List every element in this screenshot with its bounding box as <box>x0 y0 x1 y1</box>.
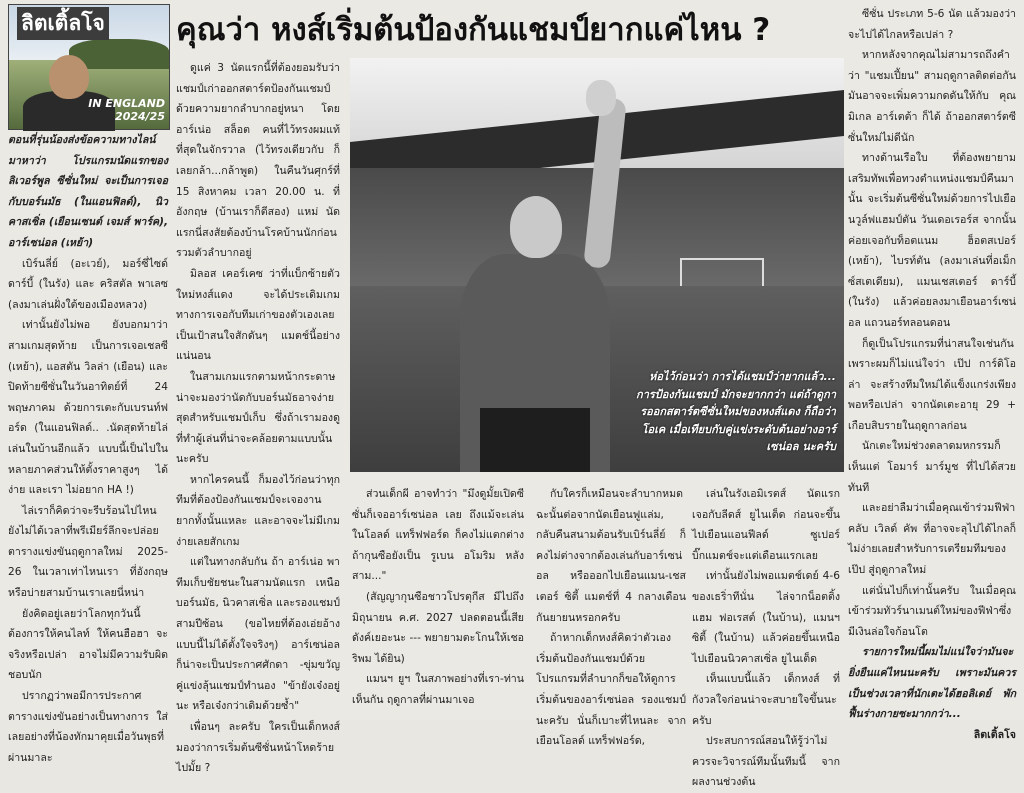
photo-caption: ห่อไว้ก่อนว่า การได้แชมป์ว่ายากแล้ว... การป้องกันแชมป์ มักจะยากกว่า แต่ถ้าดูการออกสตาร์ตซีซั่นใหม่ของหงส์แดง ก็ถือว่าโอเค เมื่อเทียบกับคู่แข่งระดับต้นอย่างอาร์เซน่อล นะครับ <box>636 370 836 454</box>
column-3 <box>352 484 524 711</box>
paragraph: และอย่าลืมว่าเมื่อคุณเข้าร่วมฟีฟ่า คลับ เวิลด์ คัพ ที่อาจจะลุไปได้ไกลก็ไม่ง่ายเลยสำหรับการเตรียมทีมของเป๊ป สู่ฤดูกาลใหม่ <box>848 502 1016 577</box>
paragraph: มิลอส เคอร์เคซ ว่าที่แบ็กซ้ายตัวใหม่หงส์แดง จะได้ประเดิมเกมทางการเจอกับทีมเก่าของตัวเองเลย เป็นเป้าสนใจสักดันๆ แมตช์นี้อย่างแน่นอน <box>176 267 340 363</box>
paragraph: ยังคิดอยู่เลยว่าโลกทุกวันนี้ต้องการให้คนไลท์ ให้คนฮือฮา จะจริงหรือเปล่า อาจไม่มีความรับผิดชอบนัก <box>8 607 168 682</box>
paragraph: เพื่อนๆ ละครับ ใครเป็นเด็กหงส์มองว่าการเริ่มต้นซีซั่นหน้าโหดร้ายไปมั้ย ? <box>176 721 340 775</box>
goal-frame <box>680 258 764 286</box>
paragraph: เล่นในรังเอมิเรตส์ นัดแรก เจอกับลีดส์ ยูไนเต็ด ก่อนจะขึ้นไปเยือนแอนฟีลด์ ซูเปอร์บิ๊กแมตช์จะแต่เดือนแรกเลย <box>692 488 840 562</box>
paragraph: ในสามเกมแรกตามหน้ากระดาษน่าจะมองว่านัดกับบอร์นมัธอาจง่ายสุดสำหรับแชมป์เก็บ ซึ่งถ้าเรามองดูที่ทำผู้เล่นที่น่าจะคล้อยตามแบบนั้นนะครับ <box>176 370 340 466</box>
paragraph: ซีซั่น ประเภท 5-6 นัด แล้วมองว่าจะไปได้ไกลหรือเปล่า ? <box>848 8 1016 41</box>
paragraph: ทางด้านเรือใบ ที่ต้องพยายามเสริมทัพเพื่อทวงตำแหน่งแชมป์คืนมานั้น จะเริ่มต้นซีซั่นใหม่ด้วยการไปเยือนวูล์ฟแฮมป์ตัน วันเดอเรอร์ส จากนั้นค่อยเจอกับท็อตแนม ฮ็อตสเปอร์ (เหย้า), ไบรท์ตัน (ลงมาเล่นที่อเม็กซ์สเตเดียม), แมนเชสเตอร์ ดาร์บี้ (ในรัง) แล้วค่อยลงมาเยือนอาร์เซน่อล แถวนอร์ทลอนดอน <box>848 152 1016 329</box>
column-5 <box>692 484 840 793</box>
paragraph: เห็นแบบนี้แล้ว เด็กหงส์ ที่กังวลใจก่อนน่าจะสบายใจขึ้นนะครับ <box>692 673 840 727</box>
paragraph: ก็ดูเป็นโปรแกรมที่น่าสนใจเช่นกัน เพราะผมก็ไม่แน่ใจว่า เป๊ป การ์ดิโอล่า จะสร้างทีมใหม่ได้แข็งแกร่งเพียงพอหรือเปล่า จากนัดเตะอายุ 29 + เกือบสิบรายในฤดูกาลก่อน <box>848 337 1016 432</box>
paragraph: แต่ในทางกลับกัน ถ้า อาร์เน่อ พาทีมเก็บชัยชนะในสามนัดแรก เหนือบอร์นมัธ, นิวคาสเซิ่ล และรองแชมป์สามปีซ้อน (ขอไหยที่ต้องเอ่ยอ้างแบบนี้ไม่ได้ตั้งใจจริงๆ) อาร์เซน่อล ก็น่าจะเป็นประกาศศักดา -ขุ่มขวัญ คู่แข่งลุ้นแชมป์ทำนอง "ข้ายังเจ๋งอยู่นะ หรือเจ๋งกว่าเดิมด้วยซ้ำ" <box>176 556 340 713</box>
headline: คุณว่า หงส์เริ่มต้นป้องกันแชมป์ยากแค่ไหน ? <box>176 12 771 48</box>
paragraph: หากหลังจากคุณไม่สามารถถึงคำว่า "แชมเปี้ยน" สามฤดูกาลติดต่อกันมันอาจจะเพิ่มความกดดันให้กับ คุณมิเกล อาร์เตต้า ก็ได้ ถ้าออกสตาร์ตซีซั่นใหม่ไม่ดีนัก <box>848 49 1016 144</box>
column-1 <box>8 130 168 768</box>
paragraph: หากไครคนนี้ ก็มองไว้ก่อนว่าทุกทีมที่ต้องป้องกันแชมป์จะเจองานยากทั้งนั้นแหละ และอาจจะไม่มีเกมง่ายเลยสักเกม <box>176 473 340 548</box>
article-photo <box>350 58 844 472</box>
closing-paragraph: รายการใหม่นี้ผมไม่แน่ใจว่ามันจะยิ่งยืนแค่ไหนนะครับ เพราะมันควรเป็นช่วงเวลาที่นักเตะได้ฮอลิเดย์ พักฟื้นร่างกายซะมากกว่า... <box>848 646 1016 721</box>
paragraph: ส่วนเด็กผี อาจทำว่า "มึงดูมั้ยเปิดซีซั่นก็เจออาร์เซน่อล เลย ถึงแม้จะเล่นในโอลด์ แทร็ฟฟอร์ด ก็คงไม่แตกต่าง ถ้ากุนซือยังเป็น รูเบน อโมริม หลังสาม..." <box>352 488 524 583</box>
column-4 <box>536 484 686 752</box>
columnist-badge <box>8 4 170 130</box>
column-subtitle: IN ENGLAND 2024/25 <box>88 97 165 123</box>
paragraph: ดูแค่ 3 นัดแรกนี้ที่ต้องยอมรับว่าแชมป์เก่าออกสตาร์ตป้องกันแชมป์ด้วยความยากลำบากอยู่หนา โดย อาร์เน่อ สล็อต คนที่ไว้ทรงผมแท้ที่สุดในจักรวาล (ไว้ทรงเดียวกับ ก็เลยกล้า...กล้าพูด) ในคืนวันศุกร์ที่ 15 สิงหาคม เวลา 20.00 น. ที่อังกฤษ (บ้านเราก็ตีสอง) แหม่ นัดแรกนี่สงสัยต้องบ้านโรคบ้านนักก่อนรวมตัวลำบากอยู่ <box>176 62 340 260</box>
paragraph: เท่านั้นยังไม่พอแมตช์เดย์ 4-6 ของเธริ่าทีนั่น ไล่จากน็อตติ้งแฮม ฟอเรสต์ (ในบ้าน), แมนฯ ซิตี้ (ในบ้าน) แล้วค่อยขึ้นเหนือไปเยือนนิวคาสเซิ่ล ยูไนเต็ด <box>692 570 840 665</box>
paragraph: แมนฯ ยูฯ ในสภาพอย่างที่เรา-ท่าน เห็นกัน ฤดูกาลที่ผ่านมาเจอ <box>352 673 524 706</box>
raised-hand <box>586 80 616 116</box>
lead-paragraph: ตอนที่รุ่นน้องส่งข้อความทางไลน์มาหาว่า โปรแกรมนัดแรกของลิเวอร์พูล ซีซั่นใหม่ จะเป็นการเจอกับบอร์นมัธ (ในแอนฟิลด์), นิวคาสเซิ่ล (เยือนเซนต์ เจมส์ พาร์ค), อาร์เซน่อล (เหย้า) <box>8 134 168 249</box>
column-6 <box>848 4 1016 745</box>
author-signature: ลิตเติ้ลโจ <box>973 728 1016 741</box>
paragraph: ปรากฏว่าพอมีการประกาศตารางแข่งขันอย่างเป็นทางการ ใส่เลยอย่างที่น้องทักมาคุยเมื่อวันพุธที่ผ่านมาละ <box>8 690 168 764</box>
paragraph: ถ้าหากเด็กหงส์คิดว่าตัวเองเริ่มต้นป้องกันแชมป์ด้วยโปรแกรมที่ลำบากก็ขอให้ดูการเริ่มต้นของอาร์เซน่อล รองแชมป์นะครับ นั่นก็เบาะที่ไหนละ จากเยือนโอลด์ แทร็ฟฟอร์ด, <box>536 632 686 748</box>
paragraph: เท่านั้นยังไม่พอ ยังบอกมาว่า สามเกมสุดท้าย เป็นการเจอเชลซี (เหย้า), แอสตัน วิลล่า (เยือน) และปิดท้ายซีซั่นในวันอาทิตย์ที่ 24 พฤษภาคม ด้วยการเตะกับเบรนท์ฟอร์ด (ในแอนฟิลด์.. .นัดสุดท้ายไล่เล่นในบ้านอีกแล้ว แบบนี้เป็นไปในหลายภาคส่วนให้ตั้งราคาสูงๆ ได้ง่าย และเรา ไม่อยาก HA !) <box>8 319 168 497</box>
paragraph: แต่นั่นไปก็เท่านั้นครับ ในเมื่อคุณเข้าร่วมทัวร์นาเมนต์ใหม่ของฟีฟ่าซึ่งมีเงินล่อใจก้อนโต <box>848 584 1016 638</box>
paragraph: (สัญญากุนซือชาวโปรตุกีส มีไปถึงมิถุนายน ค.ศ. 2027 ปลดตอนนี้เสียดังค์เยอะนะ --- พยายามตะโกนให้เชอริพม ได้ยิน) <box>352 590 524 665</box>
column-logo: ลิตเติ้ลโจ <box>17 7 109 40</box>
columnist-portrait <box>49 55 89 99</box>
column-2 <box>176 58 340 779</box>
paragraph: กับใครก็เหมือนจะลำบากหมด ฉะนั้นต่อจากนัดเยือนฟูแล่ม, กลับคืนสนามต้อนรับเบิร์นลี่ย์ ก็คงไม่ต่างจากต้องเล่นกับอาร์เซน่อล หรือออกไปเยือนแมน-เชสเตอร์ ซิตี้ แมตช์ที่ 4 กลางเดือนกันยายนหรอกครับ <box>536 488 686 624</box>
paragraph: นักเตะใหม่ช่วงตลาดมหกรรมก็เห็นแต่ โอมาร์ มาร์มูช ที่ไปได้สวยทันที <box>848 440 1016 494</box>
paragraph: ไล่เราก็คิดว่าจะรีบร้อนไปไหน ยังไม่ได้เวลาที่พรีเมียร์ลีกจะปล่อยตารางแข่งขันฤดูกาลใหม่ 2025-26 ในเวลาเท่าไหนเรา ที่อังกฤษ หรือบ่ายสามบ้านเราเลยนี่หน่า <box>8 504 168 600</box>
paragraph: เบิร์นลี่ย์ (อะเวย์), มอร์ซี่ไซด์ดาร์บี้ (ในรัง) และ คริสตัล พาเลซ (ลงมาเล่นฝั่งใต้ของเมืองหลวง) <box>8 257 168 311</box>
paragraph: ประสบการณ์สอนให้รู้ว่าไม่ควรจะวิจารณ์ทีมนั้นทีมนี้ จากผลงานช่วงต้น <box>692 735 840 789</box>
